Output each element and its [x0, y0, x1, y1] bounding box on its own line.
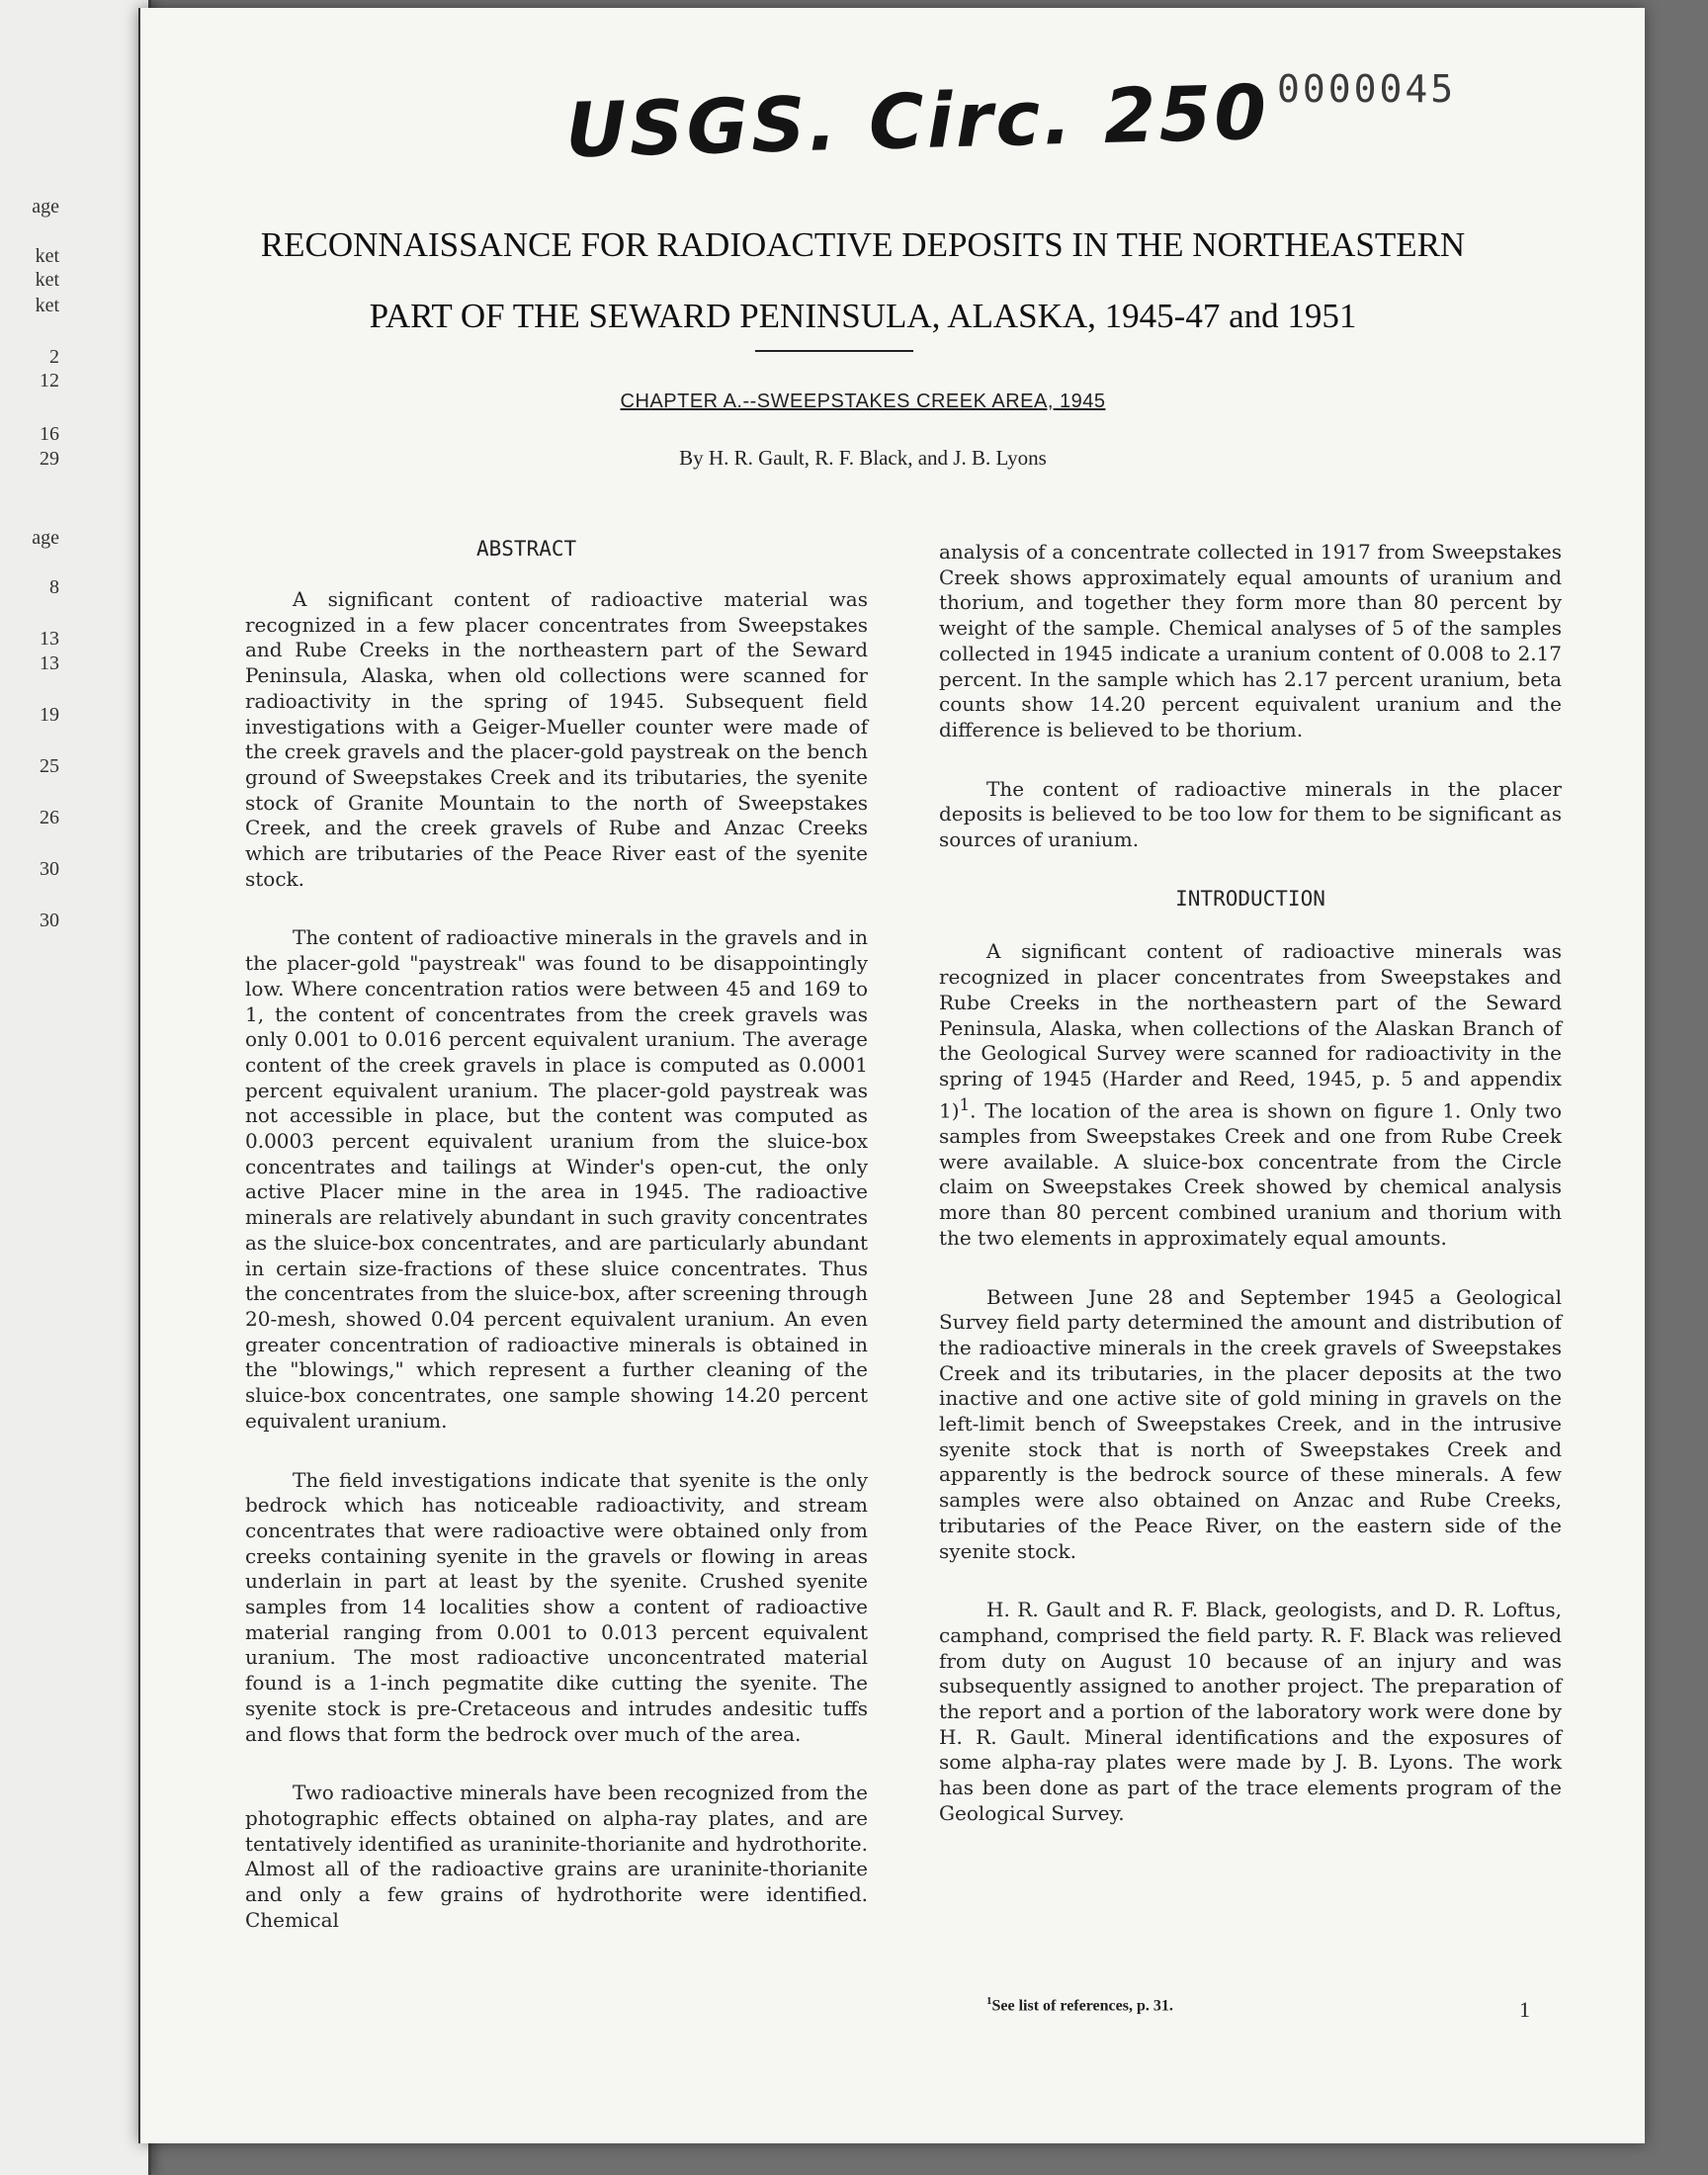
left-column	[245, 587, 868, 1966]
abstract-paragraph: A significant content of radioactive material was recognized in a few placer concentrates from Sweepstakes and Rube Creeks in the northeastern part of the Seward Peninsula, Alaska, when old collections were scanned for radioactivity in the spring of 1945. Subsequent field investigations with a Geiger-Mueller counter were made of the creek gravels and the placer-gold paystreak on the bench ground of Sweepstakes Creek and its tributaries, the syenite stock of Granite Mountain to the north of Sweepstakes Creek, and the creek gravels of Rube and Anzac Creeks which are tributaries of the Peace River east of the syenite stock.	[245, 587, 868, 891]
abstract-paragraph: The field investigations indicate that syenite is the only bedrock which has noticeable radioactivity, and stream concentrates that were radioactive were obtained only from creeks containing syenite in the gravels or flowing in areas underlain in part at least by the syenite. Crushed syenite samples from 14 localities show a content of radioactive material ranging from 0.001 to 0.013 percent equivalent uranium. The most radioactive unconcentrated material found is a 1-inch pegmatite dike cutting the syenite. The syenite stock is pre-Cretaceous and intrudes andesitic tuffs and flows that form the bedrock over much of the area.	[245, 1467, 868, 1746]
intro-text: . The location of the area is shown on figure 1. Only two samples from Sweepstakes Creek and one from Rube Creek were available. A sluice-box concentrate from the Circle claim on Sweepstakes Creek showed by chemical analysis more than 80 percent combined uranium and thorium with the two elements in approximately equal amounts.	[939, 1098, 1562, 1250]
title-line-2: PART OF THE SEWARD PENINSULA, ALASKA, 1945-47 and 1951	[369, 297, 1357, 335]
margin-fragment: 26	[40, 807, 59, 828]
chapter-heading	[140, 391, 1585, 413]
margin-fragment: 13	[40, 628, 59, 650]
margin-fragment: 16	[40, 423, 59, 445]
margin-fragment: ket	[35, 245, 59, 267]
chapter-text: CHAPTER A.--SWEEPSTAKES CREEK AREA, 1945	[620, 391, 1106, 412]
abstract-paragraph: The content of radioactive minerals in the placer deposits is believed to be too low for them to be significant as sources of uranium.	[939, 776, 1562, 852]
handwritten-label: USGS. Circ. 250	[563, 67, 1271, 175]
page-number: 1	[1519, 1997, 1530, 2022]
intro-paragraph: Between June 28 and September 1945 a Geological Survey field party determined the amount and distribution of the radioactive minerals in the creek gravels of Sweepstakes Creek and its tributaries, in the placer deposits at the two inactive and one active site of gold mining in gravels on the left-limit bench of Sweepstakes Creek, and in the intrusive syenite stock that is north of Sweepstakes Creek and apparently is the bedrock source of these minerals. A few samples were also obtained on Anzac and Rube Creeks, tributaries of the Peace River, on the eastern side of the syenite stock.	[939, 1284, 1562, 1563]
stamp-number: 0000045	[1277, 67, 1457, 111]
margin-fragment: 19	[40, 704, 59, 726]
margin-fragment: 25	[40, 755, 59, 777]
footnote-text: See list of references, p. 31.	[991, 1997, 1173, 2015]
title-line-1: RECONNAISSANCE FOR RADIOACTIVE DEPOSITS IN THE NORTHEASTERN	[260, 225, 1466, 264]
document-page	[138, 8, 1645, 2143]
margin-fragment: 13	[40, 652, 59, 674]
margin-fragment: ket	[35, 269, 59, 291]
footnote	[986, 1995, 1173, 2015]
abstract-heading: ABSTRACT	[476, 537, 577, 561]
intro-text: A significant content of radioactive minerals was recognized in placer concentrates from Sweepstakes and Rube Creeks in the northeastern part of the Seward Peninsula, Alaska, when collections of the Alaskan Branch of the Geological Survey were scanned for radioactivity in the spring of 1945 (Harder and Reed, 1945, p. 5 and appendix 1)	[939, 939, 1562, 1123]
margin-fragment: 29	[40, 448, 59, 470]
introduction-heading: INTRODUCTION	[1175, 886, 1325, 911]
underlying-page-strip	[0, 0, 151, 2175]
margin-fragment: 2	[49, 346, 59, 368]
right-column	[939, 540, 1562, 1861]
intro-paragraph	[939, 939, 1562, 1251]
abstract-paragraph: The content of radioactive minerals in the gravels and in the placer-gold "paystreak" was found to be disappointingly low. Where concentration ratios were between 45 and 169 to 1, the content of concentrates from the creek gravels was only 0.001 to 0.016 percent equivalent uranium. The average content of the creek gravels in place is computed as 0.0001 percent equivalent uranium. The placer-gold paystreak was not accessible in place, but the content was computed as 0.0003 percent equivalent uranium from the sluice-box concentrates and tailings at Winder's open-cut, the only active Placer mine in the area in 1945. The radioactive minerals are relatively abundant in such gravity concentrates as the sluice-box concentrates, and are particularly abundant in certain size-fractions of these sluice concentrates. Thus the concentrates from the sluice-box, after screening through 20-mesh, showed 0.04 percent equivalent uranium. An even greater concentration of radioactive minerals is obtained in the "blowings," which represent a further cleaning of the sluice-box concentrates, one sample showing 14.20 percent equivalent uranium.	[245, 925, 868, 1433]
margin-fragment: 30	[40, 858, 59, 880]
margin-fragment: 12	[40, 370, 59, 392]
abstract-paragraph: Two radioactive minerals have been recognized from the photographic effects obtained on alpha-ray plates, and are tentatively identified as uraninite-thorianite and hydrothorite. Almost all of the radioactive grains are uraninite-thorianite and only a few grains of hydrothorite were identified. Chemical	[245, 1781, 868, 1932]
authors: By H. R. Gault, R. F. Black, and J. B. Lyons	[679, 446, 1047, 470]
margin-fragment: 8	[49, 576, 59, 598]
margin-fragment: age	[32, 196, 59, 218]
intro-paragraph: H. R. Gault and R. F. Black, geologists, and D. R. Loftus, camphand, comprised the field party. R. F. Black was relieved from duty on August 10 because of an injury and was subsequently assigned to another project. The preparation of the report and a portion of the laboratory work were done by H. R. Gault. Mineral identifications and the exposures of some alpha-ray plates were made by J. B. Lyons. The work has been done as part of the trace elements program of the Geological Survey.	[939, 1598, 1562, 1825]
margin-fragment: 30	[40, 910, 59, 931]
margin-fragment: ket	[35, 295, 59, 316]
footnote-ref: 1	[959, 1094, 971, 1114]
footnote-mark: 1	[986, 1995, 992, 2007]
title-rule	[755, 350, 913, 352]
margin-fragment: age	[32, 527, 59, 549]
abstract-continuation: analysis of a concentrate collected in 1917 from Sweepstakes Creek shows approximately equal amounts of uranium and thorium, and together they form more than 80 percent by weight of the sample. Chemical analyses of 5 of the samples collected in 1945 indicate a uranium content of 0.008 to 2.17 percent. In the sample which has 2.17 percent uranium, beta counts show 14.20 percent equivalent uranium and the difference is believed to be thorium.	[939, 540, 1562, 741]
